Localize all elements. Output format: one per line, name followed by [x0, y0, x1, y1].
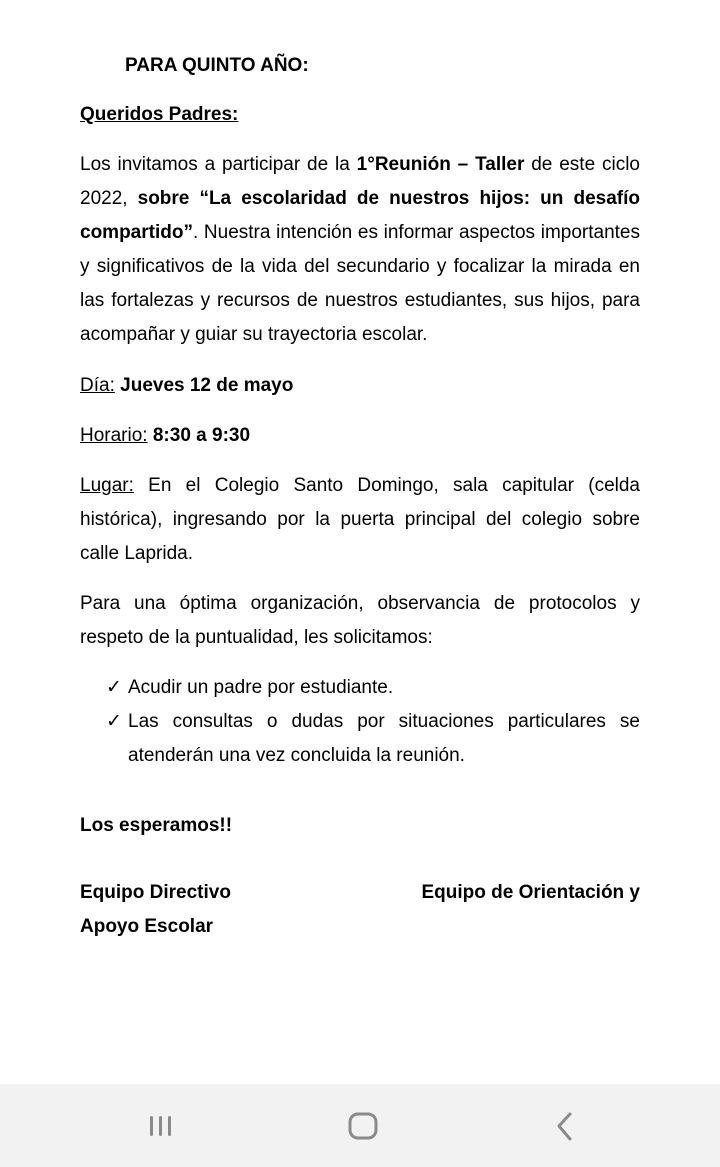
document-heading: PARA QUINTO AÑO: — [125, 55, 309, 76]
event-name: 1°Reunión – Taller — [356, 154, 525, 175]
signature-left: Equipo Directivo — [80, 882, 231, 903]
request-paragraph — [80, 587, 640, 655]
day-label: Día: — [80, 375, 115, 396]
signature-continued: Apoyo Escolar — [80, 916, 214, 937]
home-button[interactable] — [343, 1106, 383, 1146]
back-icon — [545, 1106, 585, 1146]
check-icon: ✓ — [106, 677, 122, 698]
intro-text-3: . Nuestra intención es informar aspectos importantes y significativos de la vida del secundario y focalizar la mirada en las fortalezas y recursos de nuestros estudiantes, sus hijos, para acompañar y guiar su trayectoria escolar. — [80, 222, 640, 345]
signature-right: Equipo de Orientación y — [421, 882, 640, 903]
place-value: En el Colegio Santo Domingo, sala capitular (celda histórica), ingresando por la puerta principal del colegio sobre calle Laprida. — [80, 475, 640, 564]
closing-text: Los esperamos!! — [80, 815, 233, 836]
home-icon — [343, 1106, 383, 1146]
android-navigation-bar — [0, 1084, 720, 1167]
checklist-item-text: Las consultas o dudas por situaciones particulares se atenderán una vez concluida la reunión. — [128, 711, 640, 766]
place-paragraph — [80, 469, 640, 571]
greeting: Queridos Padres: — [80, 104, 239, 125]
schedule-line — [80, 419, 640, 453]
intro-text-2: de este ciclo 2022, — [80, 154, 640, 209]
place-label: Lugar: — [80, 475, 134, 496]
check-icon: ✓ — [106, 711, 122, 732]
checklist-item — [128, 705, 640, 773]
back-button[interactable] — [545, 1106, 585, 1146]
schedule-label: Horario: — [80, 425, 148, 446]
day-value: Jueves 12 de mayo — [120, 375, 294, 396]
checklist-item-text: Acudir un padre por estudiante. — [128, 677, 394, 698]
day-line — [80, 369, 640, 403]
request-text: Para una óptima organización, observancia de protocolos y respeto de la puntualidad, les solicitamos: — [80, 593, 640, 648]
intro-text-1: Los invitamos a participar de la — [80, 154, 357, 175]
event-topic: sobre “La escolaridad de nuestros hijos: un desafío compartido” — [80, 188, 640, 243]
schedule-value: 8:30 a 9:30 — [152, 425, 251, 446]
recent-apps-button[interactable] — [141, 1106, 181, 1146]
intro-paragraph — [80, 148, 640, 352]
checklist-item — [128, 671, 640, 705]
recent-apps-icon — [141, 1106, 181, 1146]
